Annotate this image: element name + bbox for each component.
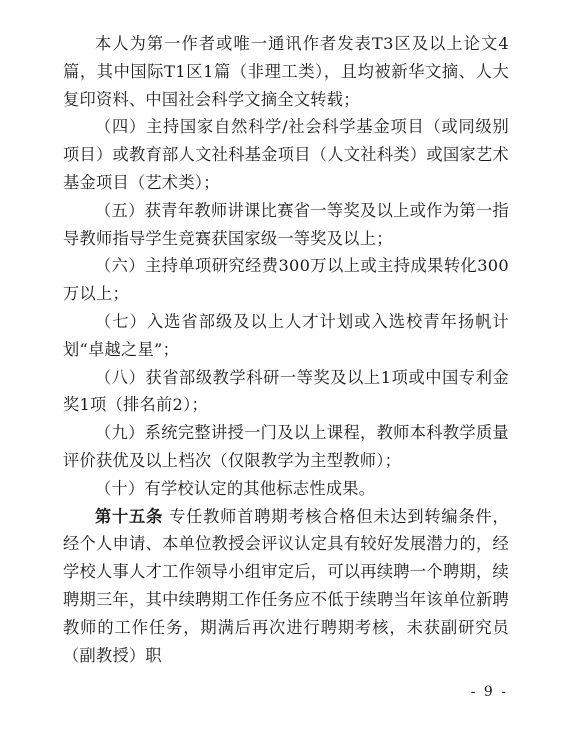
article-15-text: 专任教师首聘期考核合格但未达到转编条件，经个人申请、本单位教授会评议认定具有较好发展潜力的，经学校人事人才工作领导小组审定后，可以再续聘一个聘期，续聘期三年，其中续聘期工作任务应不低于续聘当年该单位新聘教师的工作任务，期满后再次进行聘期考核，未获副研究员（副教授）职 (63, 506, 509, 665)
article-15-paragraph (63, 503, 509, 670)
page-number: - 9 - (470, 684, 508, 700)
paragraph-publication-requirement: 本人为第一作者或唯一通讯作者发表T3区及以上论文4篇，其中国际T1区1篇（非理工类），且均被新华文摘、人大复印资料、中国社会科学文摘全文转载； (63, 34, 509, 109)
paragraph-item-6: （六）主持单项研究经费300万以上或主持成果转化300万以上； (63, 256, 509, 304)
paragraph-item-8: （八）获省部级教学科研一等奖及以上1项或中国专利金奖1项（排名前2）； (63, 367, 509, 415)
article-15-label: 第十五条 (95, 506, 164, 526)
paragraph-item-10: （十）有学校认定的其他标志性成果。 (95, 478, 376, 498)
paragraph-item-5: （五）获青年教师讲课比赛省一等奖及以上或作为第一指导教师指导学生竞赛获国家级一等奖及以上； (63, 200, 509, 248)
paragraph-item-4: （四）主持国家自然科学/社会科学基金项目（或同级别项目）或教育部人文社科基金项目（人文社科类）或国家艺术基金项目（艺术类）； (63, 117, 509, 192)
document-body (63, 30, 509, 669)
paragraph-item-7: （七）入选省部级及以上人才计划或入选校青年扬帆计划“卓越之星”； (63, 311, 509, 359)
paragraph-item-9: （九）系统完整讲授一门及以上课程，教师本科教学质量评价获优及以上档次（仅限教学为主型教师）； (63, 423, 509, 470)
